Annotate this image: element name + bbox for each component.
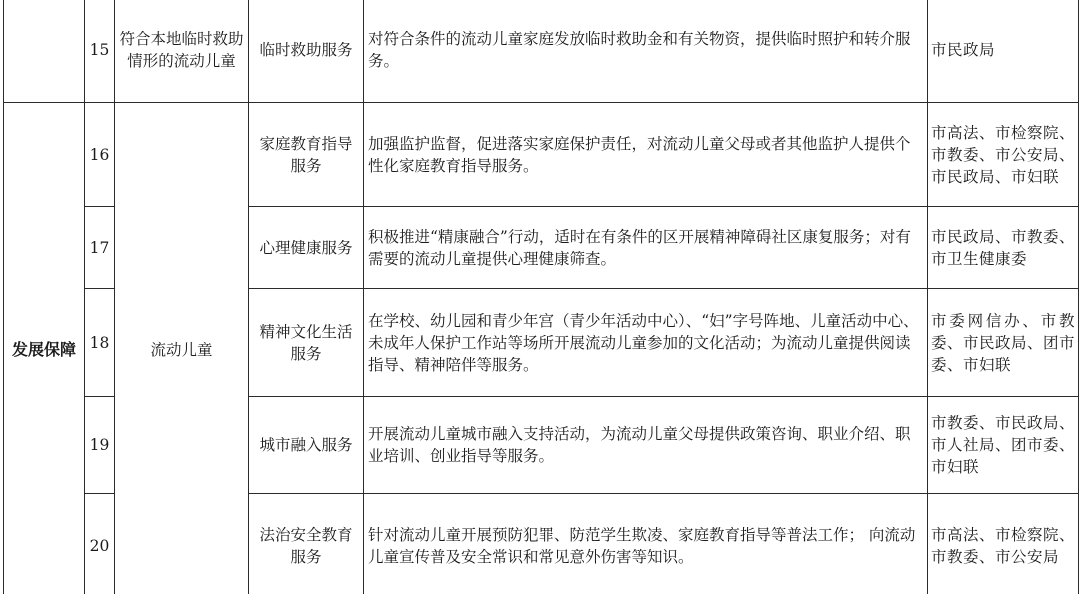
responsible-departments: 市民政局、市教委、市卫生健康委 (928, 207, 1079, 289)
responsible-departments: 市高法、市检察院、市教委、市公安局 (928, 494, 1079, 594)
service-content: 加强监护监督，促进落实家庭保护责任，对流动儿童父母或者其他监护人提供个性化家庭教育指导服务。 (364, 103, 928, 207)
service-table (3, 0, 1079, 594)
service-object: 流动儿童 (115, 103, 249, 594)
service-name: 心理健康服务 (249, 207, 364, 289)
service-object: 符合本地临时救助情形的流动儿童 (115, 0, 249, 103)
service-content: 对符合条件的流动儿童家庭发放临时救助金和有关物资，提供临时照护和转介服务。 (364, 0, 928, 103)
service-name: 精神文化生活服务 (249, 289, 364, 397)
row-number: 15 (85, 0, 115, 103)
responsible-departments: 市教委、市民政局、市人社局、团市委、市妇联 (928, 397, 1079, 494)
table-row (4, 103, 1079, 207)
category-cell-empty (4, 0, 85, 103)
row-number: 16 (85, 103, 115, 207)
service-content: 积极推进“精康融合”行动，适时在有条件的区开展精神障碍社区康复服务；对有需要的流动儿童提供心理健康筛查。 (364, 207, 928, 289)
service-name: 家庭教育指导服务 (249, 103, 364, 207)
responsible-departments: 市委网信办、市教委、市民政局、团市委、市妇联 (928, 289, 1079, 397)
service-name: 临时救助服务 (249, 0, 364, 103)
responsible-departments: 市高法、市检察院、市教委、市公安局、市民政局、市妇联 (928, 103, 1079, 207)
row-number: 17 (85, 207, 115, 289)
row-number: 19 (85, 397, 115, 494)
service-name: 城市融入服务 (249, 397, 364, 494)
service-content: 针对流动儿童开展预防犯罪、防范学生欺凌、家庭教育指导等普法工作； 向流动儿童宣传普及安全常识和常见意外伤害等知识。 (364, 494, 928, 594)
table-row (4, 0, 1079, 103)
row-number: 20 (85, 494, 115, 594)
service-content: 开展流动儿童城市融入支持活动，为流动儿童父母提供政策咨询、职业介绍、职业培训、创业指导等服务。 (364, 397, 928, 494)
row-number: 18 (85, 289, 115, 397)
service-content: 在学校、幼儿园和青少年宫（青少年活动中心）、“妇”字号阵地、儿童活动中心、未成年人保护工作站等场所开展流动儿童参加的文化活动；为流动儿童提供阅读指导、精神陪伴等服务。 (364, 289, 928, 397)
responsible-departments: 市民政局 (928, 0, 1079, 103)
category-cell: 发展保障 (4, 103, 85, 594)
service-name: 法治安全教育服务 (249, 494, 364, 594)
